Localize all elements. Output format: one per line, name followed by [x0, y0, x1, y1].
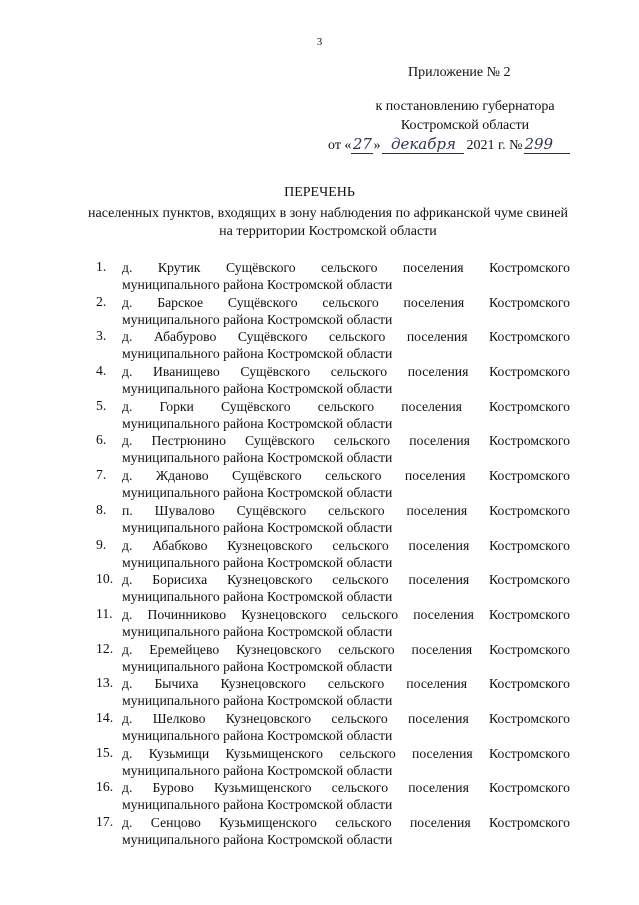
list-item-text-line2: муниципального района Костромской области — [122, 554, 393, 570]
list-item-number: 8. — [96, 501, 107, 517]
list-item-text-line1: д. Борисиха Кузнецовского сельского поселения Костромского — [122, 572, 570, 588]
appendix-title: Приложение № 2 — [408, 65, 511, 80]
list-item-text-line1: д. Бурово Кузьмищенского сельского поселения Костромского — [122, 780, 570, 796]
list-item-text-line2: муниципального района Костромской области — [122, 485, 393, 501]
list-item — [96, 814, 570, 849]
list-item — [96, 259, 570, 294]
page-number: 3 — [316, 36, 323, 48]
handwritten-day: 27 — [352, 135, 372, 153]
list-item-text-line1: д. Барское Сущёвского сельского поселения Костромского — [122, 294, 570, 310]
list-item — [96, 606, 570, 641]
list-item-text-line1: д. Еремейцево Кузнецовского сельского поселения Костромского — [122, 641, 570, 657]
list-item-text-line1: д. Сенцово Кузьмищенского сельского поселения Костромского — [122, 815, 570, 830]
list-item-text-line1: д. Починниково Кузнецовского сельского поселения Костромского — [122, 606, 570, 622]
handwritten-decree-number: 299 — [524, 135, 570, 154]
list-item-text-line1: д. Иванищево Сущёвского сельского поселения Костромского — [122, 364, 570, 380]
list-item — [96, 328, 570, 363]
list-item-text-line2: муниципального района Костромской области — [122, 658, 393, 674]
appendix-reference — [360, 97, 570, 135]
decree-date-line — [328, 135, 570, 154]
list-item-text-line2: муниципального района Костромской области — [122, 415, 393, 431]
date-year: 2021 г. № — [466, 138, 523, 153]
document-heading: ПЕРЕЧЕНЬ — [284, 185, 355, 200]
list-item-text-line2: муниципального района Костромской области — [122, 797, 393, 813]
appendix-ref-line: к постановлению губернатора — [375, 99, 555, 114]
list-item-number: 4. — [96, 363, 107, 379]
list-item — [96, 745, 570, 780]
list-item — [96, 779, 570, 814]
list-item-text-line2: муниципального района Костромской области — [122, 623, 393, 639]
list-item-text-line2: муниципального района Костромской области — [122, 727, 393, 743]
list-item — [96, 294, 570, 329]
list-item-number: 2. — [96, 293, 107, 309]
list-item — [96, 502, 570, 537]
appendix-ref-line: Костромской области — [400, 118, 530, 133]
list-item-number: 7. — [96, 467, 107, 483]
list-item — [96, 710, 570, 745]
list-item-text-line1: д. Кузьмищи Кузьмищенского сельского поселения Костромского — [122, 745, 570, 761]
settlement-list — [96, 259, 570, 849]
list-item — [96, 398, 570, 433]
handwritten-month: декабря — [382, 135, 464, 154]
date-prefix: от « — [328, 138, 352, 153]
list-item-text-line1: д. Пестрюнино Сущёвского сельского поселения Костромского — [122, 433, 570, 449]
list-item-text-line2: муниципального района Костромской области — [122, 311, 393, 327]
list-item-number: 11. — [96, 605, 113, 621]
list-item-text-line1: д. Крутик Сущёвского сельского поселения Костромского — [122, 260, 570, 275]
list-item-text-line2: муниципального района Костромской области — [122, 693, 393, 709]
list-item-text-line1: д. Абабково Кузнецовского сельского поселения Костромского — [122, 537, 570, 553]
document-subheading: населенных пунктов, входящих в зону наблюдения по африканской чуме свиней на территории Костромской области — [88, 206, 568, 239]
list-item-number: 3. — [96, 328, 107, 344]
list-item-text-line2: муниципального района Костромской области — [122, 346, 393, 362]
list-item-text-line2: муниципального района Костромской области — [122, 589, 393, 605]
list-item-text-line2: муниципального района Костромской области — [122, 450, 393, 466]
list-item-number: 17. — [96, 814, 114, 829]
list-item-number: 13. — [96, 675, 114, 691]
list-item — [96, 467, 570, 502]
list-item — [96, 571, 570, 606]
list-item-text-line2: муниципального района Костромской области — [122, 519, 393, 535]
list-item-text-line2: муниципального района Костромской области — [122, 277, 393, 292]
list-item-text-line2: муниципального района Костромской области — [122, 832, 393, 847]
list-item-text-line1: д. Горки Сущёвского сельского поселения Костромского — [122, 398, 570, 414]
list-item-text-line1: д. Бычиха Кузнецовского сельского поселения Костромского — [122, 676, 570, 692]
list-item-number: 15. — [96, 744, 114, 760]
list-item-text-line1: п. Шувалово Сущёвского сельского поселения Костромского — [122, 502, 570, 518]
list-item-number: 16. — [96, 779, 114, 795]
list-item-number: 10. — [96, 571, 114, 587]
list-item-text-line1: д. Шелково Кузнецовского сельского поселения Костромского — [122, 710, 570, 726]
list-item-number: 12. — [96, 640, 114, 656]
list-item-number: 6. — [96, 432, 107, 448]
list-item-number: 9. — [96, 536, 107, 552]
list-item-number: 1. — [96, 259, 107, 274]
list-item — [96, 363, 570, 398]
list-item-text-line2: муниципального района Костромской области — [122, 762, 393, 778]
list-item-number: 14. — [96, 709, 114, 725]
date-quote-close: » — [373, 138, 381, 153]
list-item — [96, 675, 570, 710]
list-item-text-line1: д. Жданово Сущёвского сельского поселения Костромского — [122, 468, 570, 484]
list-item — [96, 432, 570, 467]
list-item-text-line2: муниципального района Костромской области — [122, 381, 393, 397]
list-item-text-line1: д. Абабурово Сущёвского сельского поселения Костромского — [122, 329, 570, 345]
list-item — [96, 537, 570, 572]
list-item-number: 5. — [96, 397, 107, 413]
list-item — [96, 641, 570, 676]
